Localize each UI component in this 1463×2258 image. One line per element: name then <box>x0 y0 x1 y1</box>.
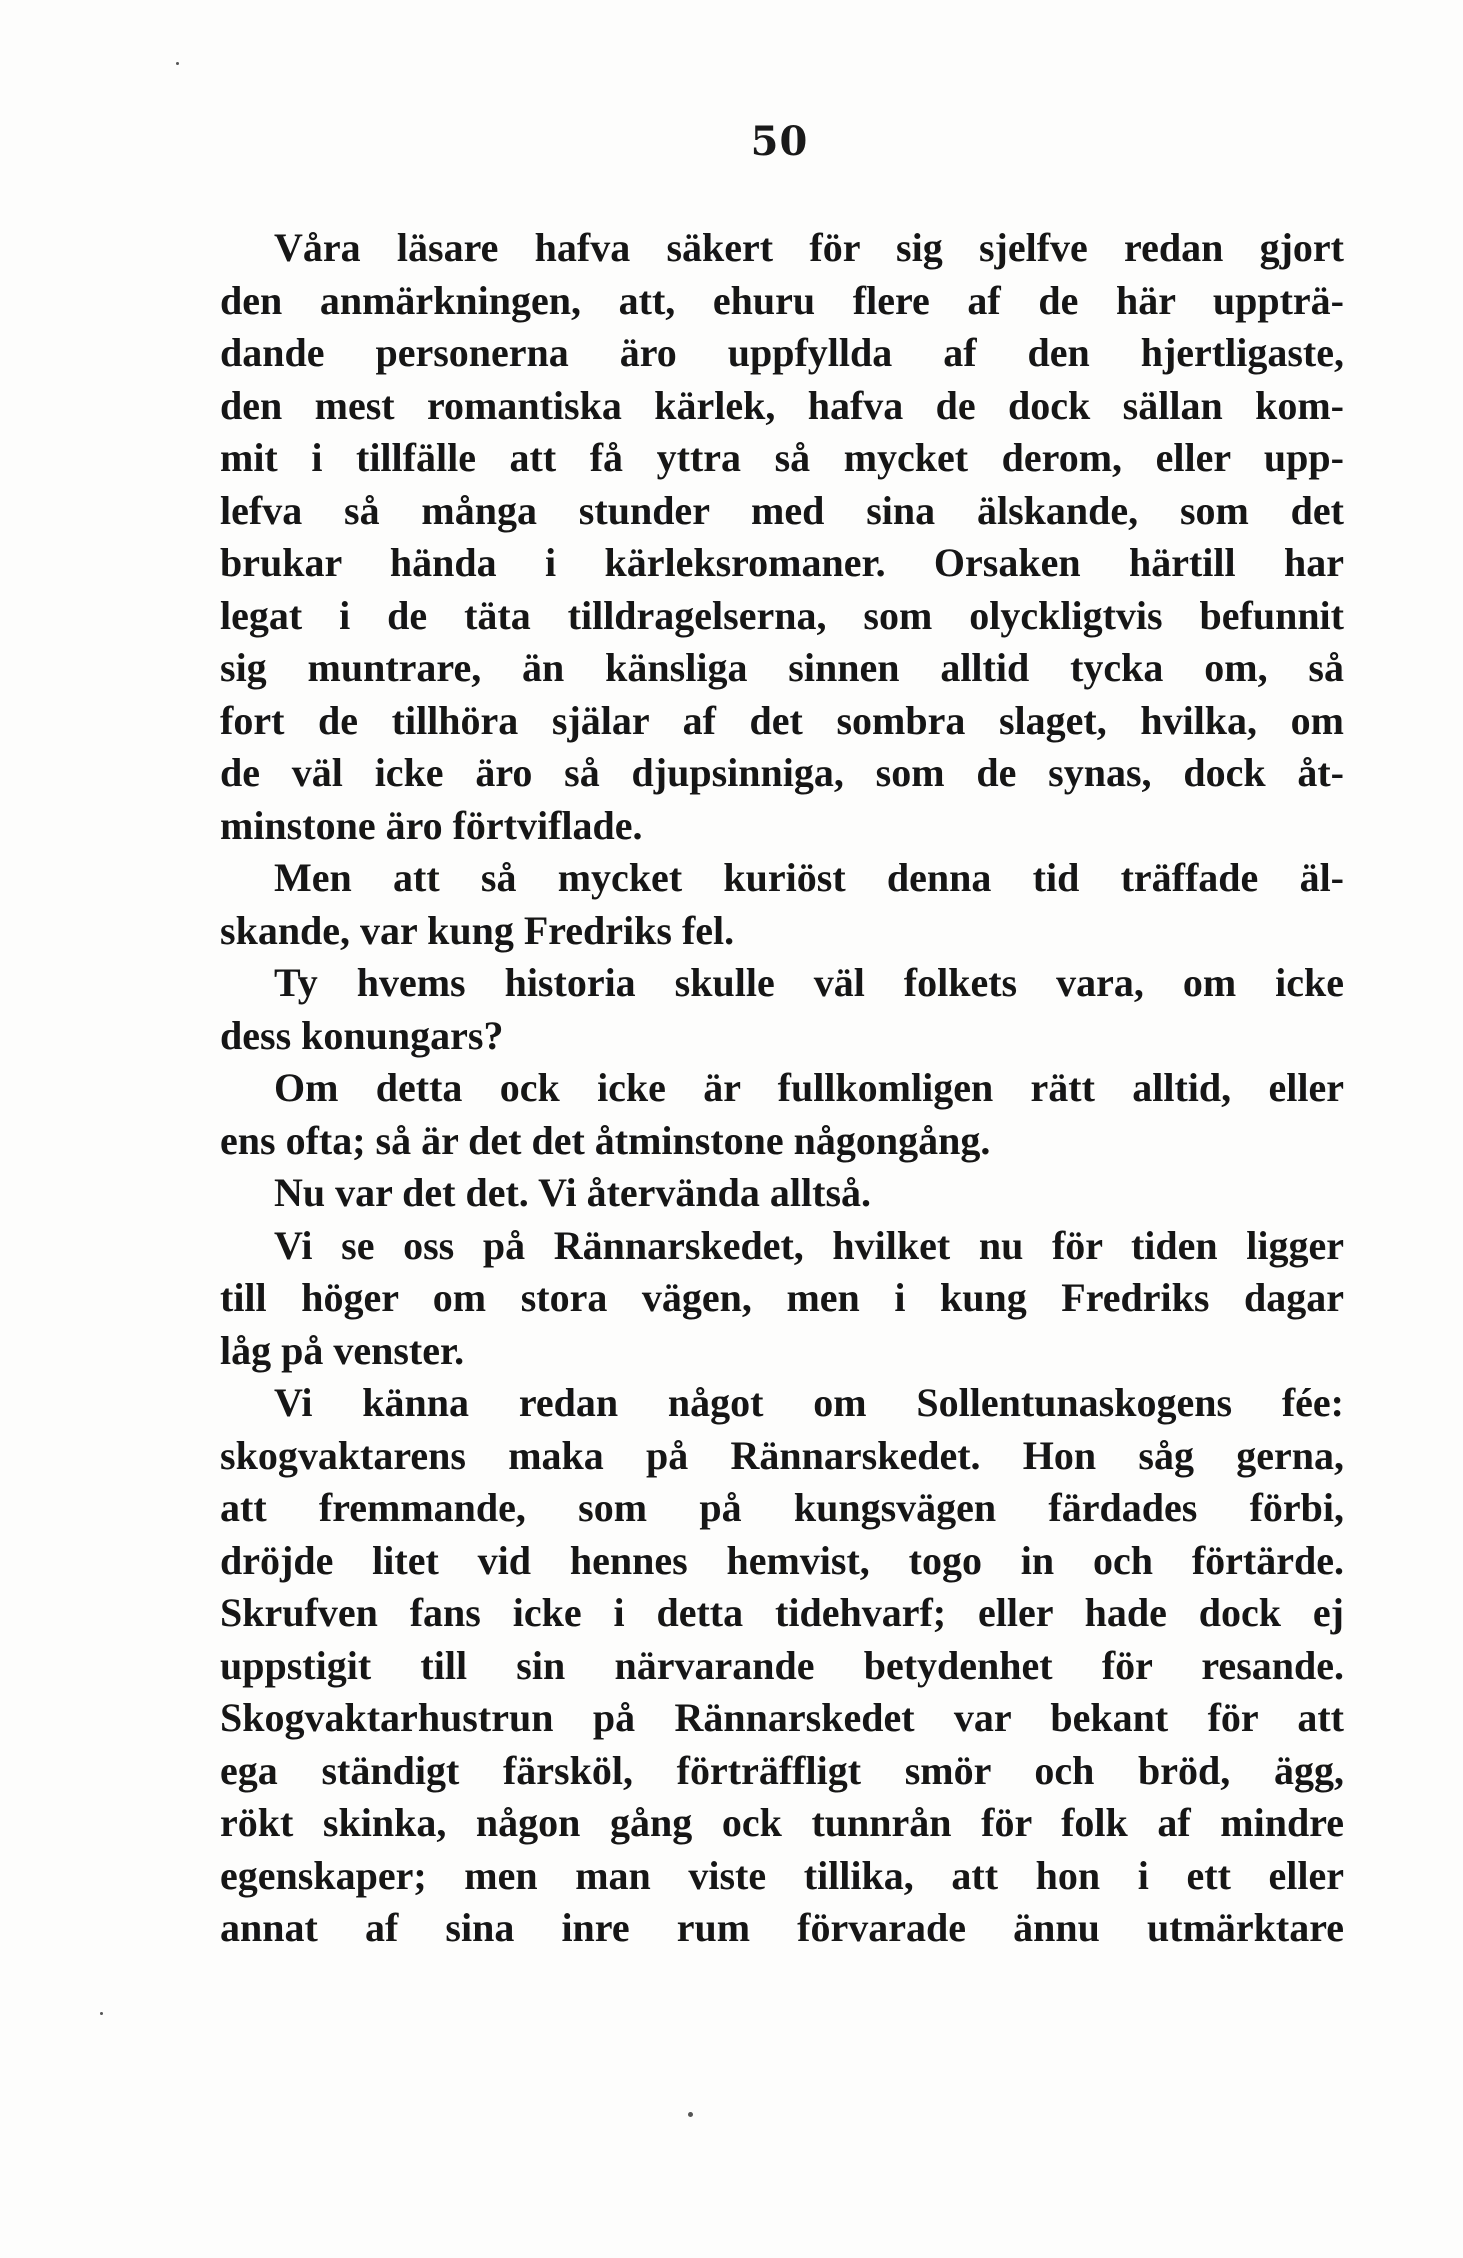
text-line: ega ständigt färsköl, förträffligt smör och bröd, ägg, <box>220 1747 1344 1793</box>
text-line: uppstigit till sin närvarande betydenhet för resande. <box>220 1642 1344 1688</box>
text-line: till höger om stora vägen, men i kung Fredriks dagar <box>220 1275 1344 1320</box>
text-line: låg på venster. <box>220 1327 465 1373</box>
text-line: rökt skinka, någon gång ock tunnrån för folk af mindre <box>220 1800 1344 1845</box>
text-line: ens ofta; så är det det åtminstone någongång. <box>220 1117 991 1163</box>
text-line: brukar hända i kärleksromaner. Orsaken härtill har <box>220 540 1344 585</box>
text-line: mit i tillfälle att få yttra så mycket derom, eller upp- <box>220 435 1344 480</box>
text-line: Skrufven fans icke i detta tidehvarf; eller hade dock ej <box>220 1590 1344 1635</box>
text-line: Om detta ock icke är fullkomligen rätt alltid, eller <box>274 1065 1344 1110</box>
text-line: sig muntrare, än känsliga sinnen alltid tycka om, så <box>220 645 1344 690</box>
text-line: annat af sina inre rum förvarade ännu utmärktare <box>220 1905 1344 1950</box>
text-line: dess konungars? <box>220 1012 504 1058</box>
text-line: de väl icke äro så djupsinniga, som de synas, dock åt- <box>220 750 1344 795</box>
text-line: Men att så mycket kuriöst denna tid träffade äl- <box>274 855 1344 900</box>
text-line: Våra läsare hafva säkert för sig sjelfve redan gjort <box>274 225 1344 270</box>
text-line: Vi se oss på Rännarskedet, hvilket nu för tiden ligger <box>274 1222 1344 1268</box>
text-line: dande personerna äro uppfyllda af den hjertligaste, <box>220 330 1344 375</box>
text-line: skande, var kung Fredriks fel. <box>220 907 735 953</box>
text-line: fort de tillhöra själar af det sombra slaget, hvilka, om <box>220 697 1344 743</box>
text-line: Skogvaktarhustrun på Rännarskedet var bekant för att <box>220 1695 1344 1740</box>
page-number: 50 <box>750 118 809 165</box>
text-line: att fremmande, som på kungsvägen färdades förbi, <box>220 1485 1344 1530</box>
text-line: den anmärkningen, att, ehuru flere af de här uppträ- <box>220 277 1344 323</box>
text-line: skogvaktarens maka på Rännarskedet. Hon såg gerna, <box>220 1432 1344 1478</box>
print-speck <box>100 2012 103 2015</box>
text-line: lefva så många stunder med sina älskande, som det <box>220 487 1344 533</box>
body-text <box>220 222 1344 1955</box>
text-line: egenskaper; men man viste tillika, att hon i ett eller <box>220 1852 1344 1898</box>
text-line: Nu var det det. Vi återvända alltså. <box>274 1170 872 1215</box>
text-line: den mest romantiska kärlek, hafva de dock sällan kom- <box>220 382 1344 428</box>
text-line: Vi känna redan något om Sollentunaskogens fée: <box>274 1380 1344 1425</box>
print-speck <box>176 62 179 65</box>
text-line: Ty hvems historia skulle väl folkets vara, om icke <box>274 960 1344 1005</box>
text-line: minstone äro förtviflade. <box>220 802 643 848</box>
text-line: legat i de täta tilldragelserna, som olyckligtvis befunnit <box>220 592 1344 638</box>
print-speck <box>688 2112 693 2117</box>
text-line: dröjde litet vid hennes hemvist, togo in och förtärde. <box>220 1537 1344 1583</box>
